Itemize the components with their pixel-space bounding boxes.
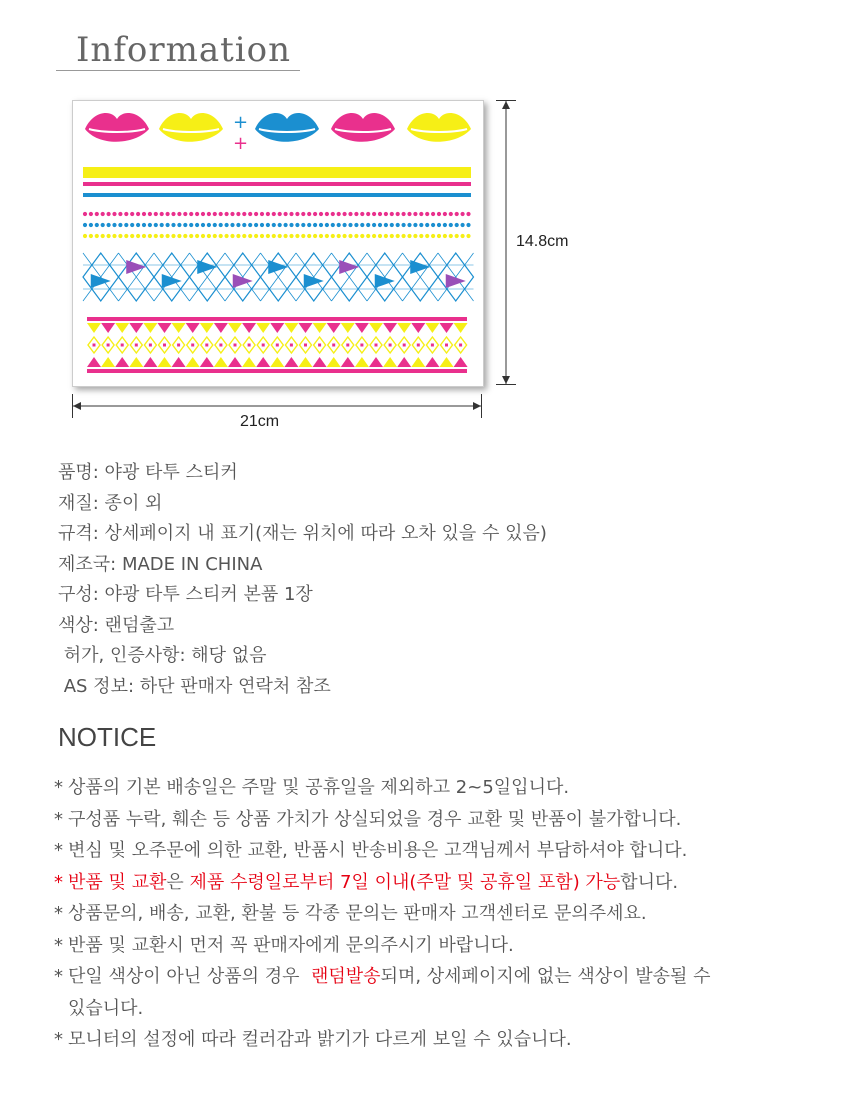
info-product-name: 품명: 야광 타투 스티커 [58, 462, 238, 483]
lips-pink-1 [85, 113, 149, 142]
notice-item [54, 835, 711, 867]
info-components: 구성: 야광 타투 스티커 본품 1장 [58, 584, 313, 605]
lips-yellow-1 [159, 113, 223, 142]
width-label: 21cm [240, 413, 280, 430]
lips-row [85, 112, 471, 154]
notice-item-return-policy [54, 867, 711, 899]
notice-item [54, 898, 711, 930]
notice-highlight: 반품 및 교환 [68, 871, 167, 893]
notice-item [54, 930, 711, 962]
notice-text: 반품 및 교환시 먼저 꼭 판매자에게 문의주시기 바랍니다. [68, 934, 514, 956]
lips-yellow-2 [407, 113, 471, 142]
bullet-asterisk: * [54, 840, 63, 861]
tattoo-sheet-image [72, 100, 484, 387]
notice-text: 단일 색상이 아닌 상품의 경우 [68, 966, 311, 987]
bullet-asterisk: * [54, 777, 63, 798]
diamond-lattice-band [83, 253, 474, 301]
product-info-list [58, 458, 547, 702]
notice-highlight: 제품 수령일로부터 7일 이내(주말 및 공휴일 포함) 가능 [189, 871, 621, 893]
notice-text: 모니터의 설정에 따라 컬러감과 밝기가 다르게 보일 수 있습니다. [68, 1029, 572, 1050]
notice-text: 있습니다. [68, 997, 144, 1019]
stripe-band [83, 167, 471, 197]
info-color: 색상: 랜덤출고 [58, 614, 175, 636]
aztec-pattern-band [87, 317, 468, 373]
notice-text: 상품의 기본 배송일은 주말 및 공휴일을 제외하고 2~5일입니다. [68, 777, 570, 798]
svg-text:+: + [233, 133, 249, 154]
notice-list [54, 772, 711, 1056]
section-title: Information [76, 30, 292, 70]
notice-text: 되며, 상세페이지에 없는 색상이 발송될 수 [380, 966, 711, 987]
notice-item [54, 1024, 711, 1056]
title-underline [56, 70, 300, 71]
bullet-asterisk: * [54, 808, 63, 830]
lips-blue [255, 113, 319, 142]
info-material: 재질: 종이 외 [58, 492, 163, 514]
tattoo-sheet-artwork [73, 101, 483, 386]
notice-highlight: 랜덤발송 [311, 966, 381, 987]
dot-rows [83, 212, 471, 238]
notice-item-random-color [54, 961, 711, 993]
notice-item-continuation [54, 993, 711, 1025]
notice-text: 합니다. [620, 871, 679, 893]
lips-pink-2 [331, 113, 395, 142]
height-label: 14.8cm [516, 233, 569, 250]
info-certification: 허가, 인증사항: 해당 없음 [58, 645, 267, 666]
bullet-asterisk: * [54, 871, 63, 893]
notice-text: 변심 및 오주문에 의한 교환, 반품시 반송비용은 고객님께서 부담하셔야 합니다. [68, 840, 688, 861]
bullet-asterisk: * [54, 934, 63, 956]
notice-item [54, 804, 711, 836]
svg-text:+: + [233, 112, 249, 133]
bullet-asterisk: * [54, 966, 63, 987]
info-origin: 제조국: MADE IN CHINA [58, 553, 263, 575]
notice-text: 은 [166, 871, 190, 893]
notice-text: 상품문의, 배송, 교환, 환불 등 각종 문의는 판매자 고객센터로 문의주세요. [68, 903, 647, 924]
plus-icons [233, 112, 248, 154]
notice-text: 구성품 누락, 훼손 등 상품 가치가 상실되었을 경우 교환 및 반품이 불가합니다. [68, 808, 682, 830]
bullet-asterisk: * [54, 1029, 63, 1050]
notice-item [54, 772, 711, 804]
notice-title: NOTICE [58, 722, 157, 752]
info-as-info: AS 정보: 하단 판매자 연락처 참조 [58, 675, 331, 697]
info-size: 규격: 상세페이지 내 표기(재는 위치에 따라 오차 있을 수 있음) [58, 523, 547, 544]
bullet-asterisk: * [54, 903, 63, 924]
